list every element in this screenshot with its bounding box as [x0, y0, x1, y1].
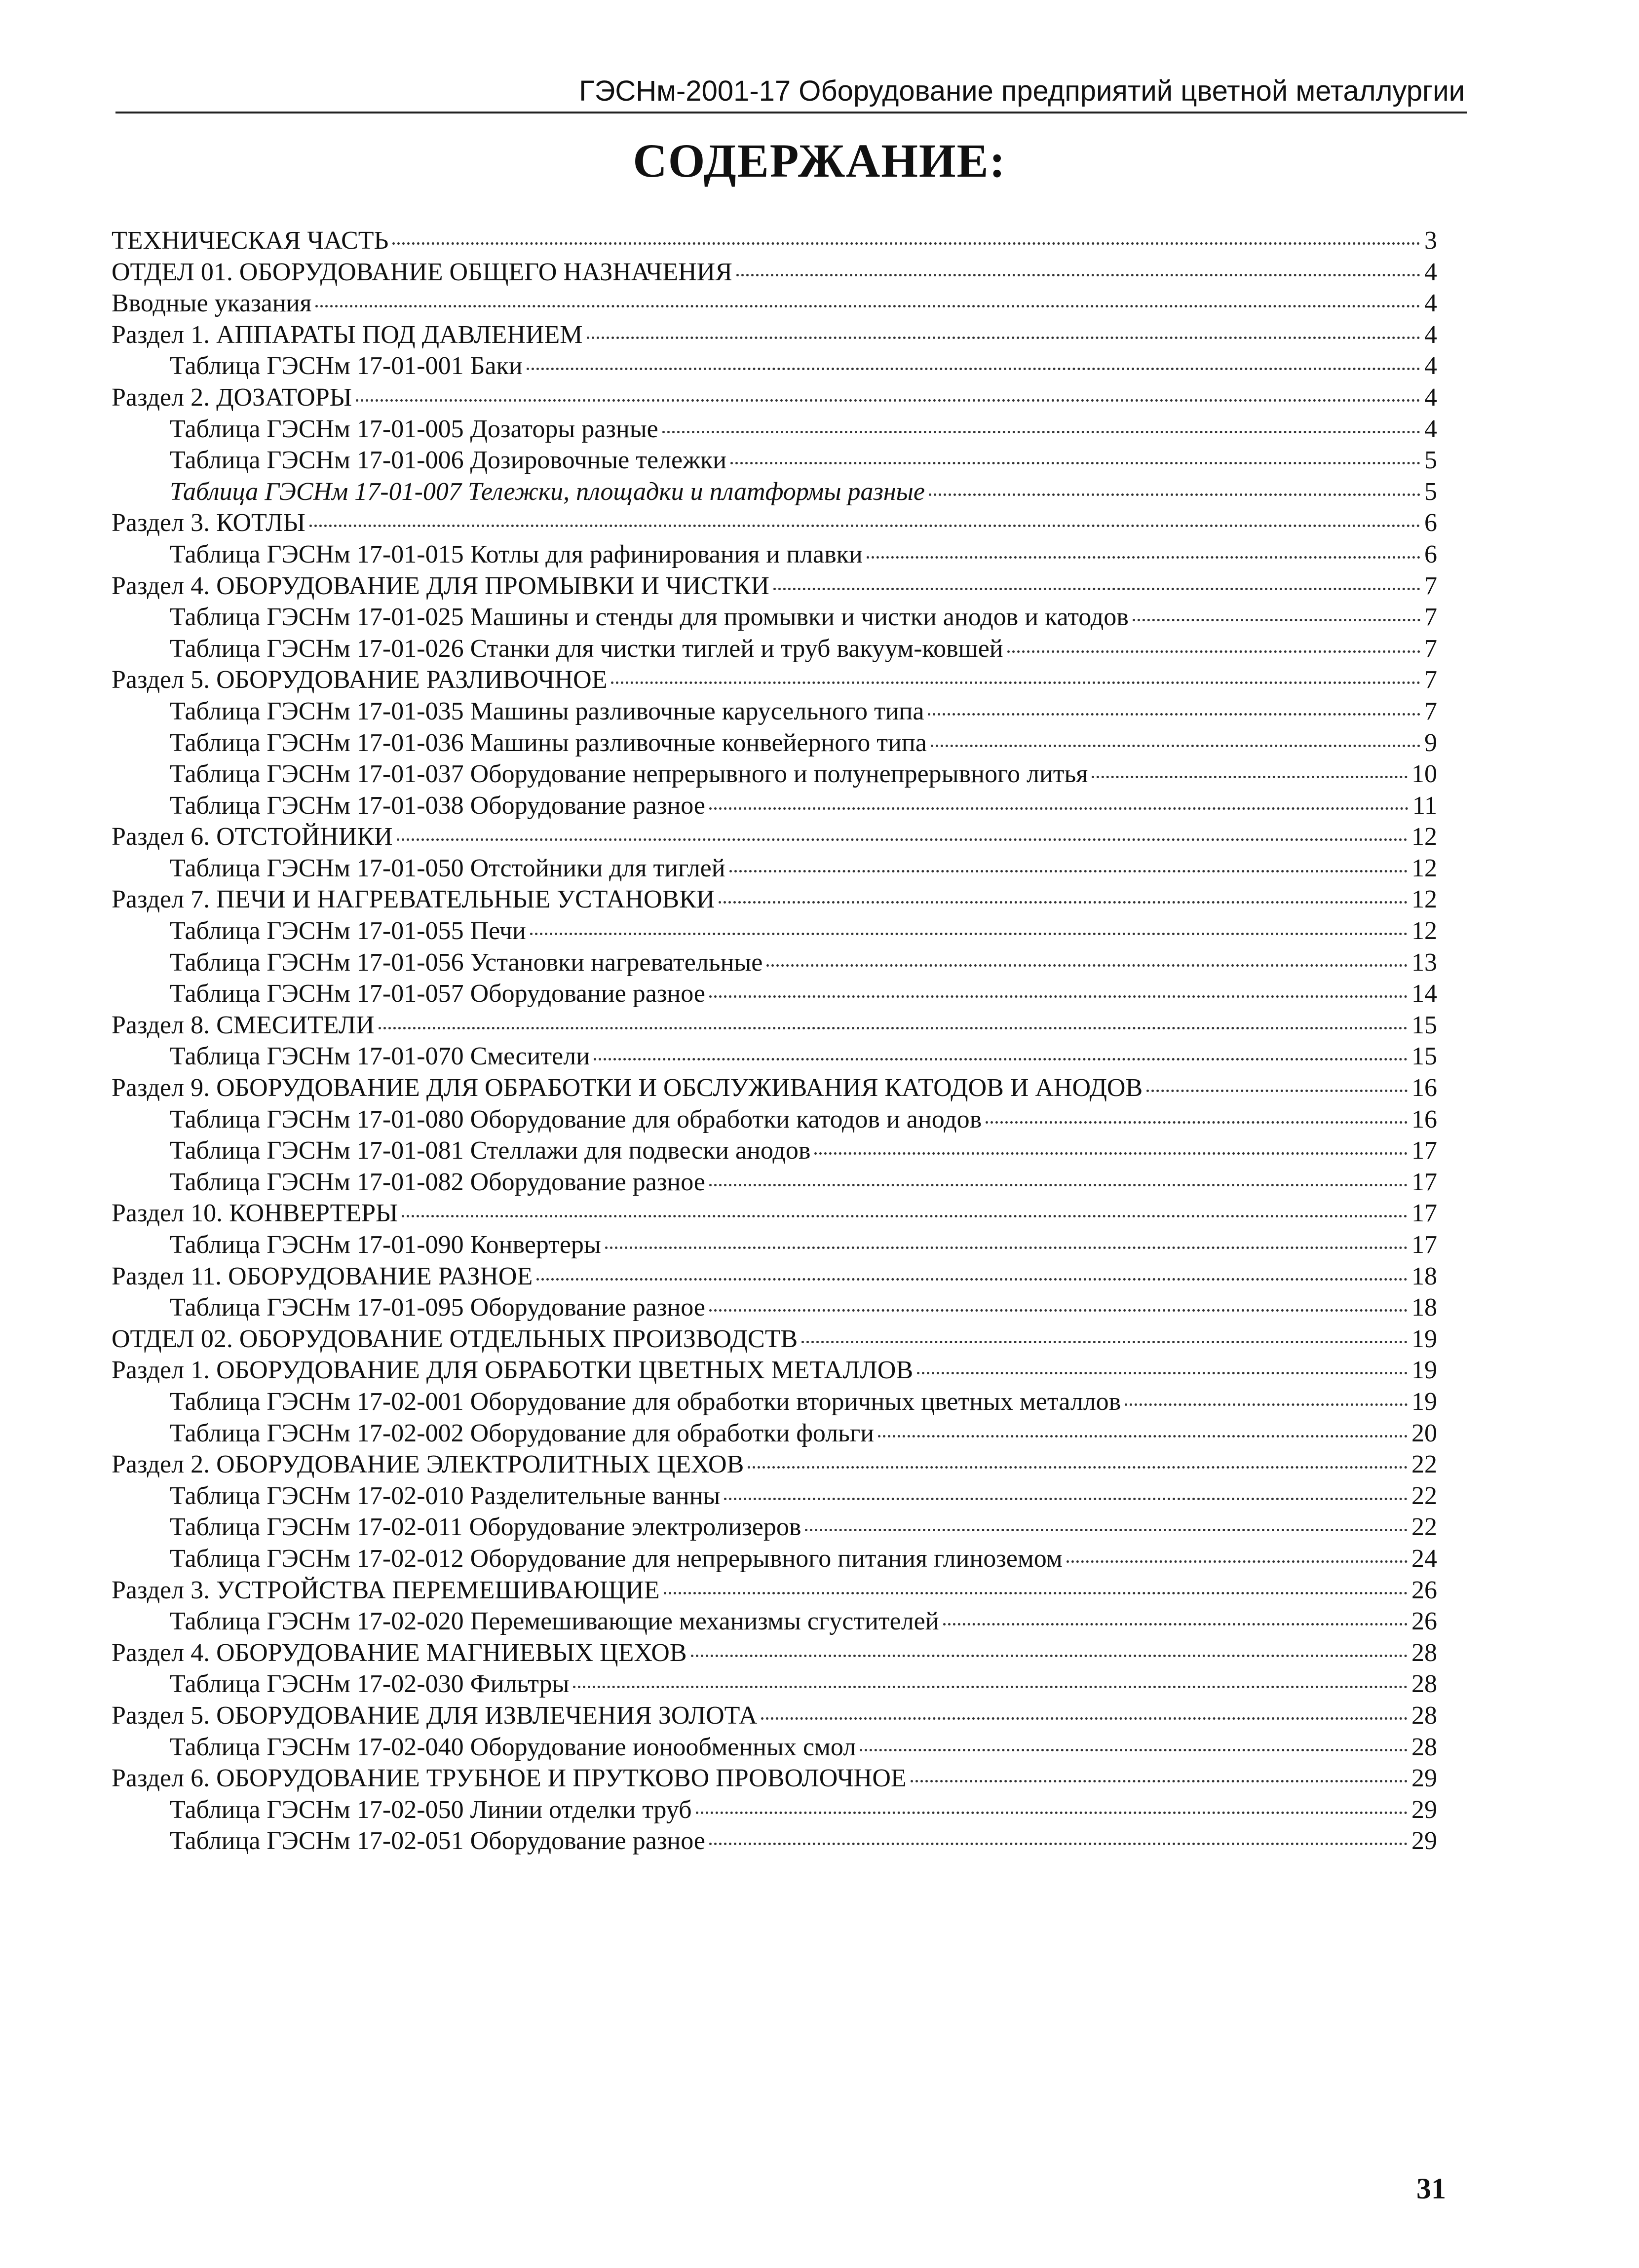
toc-entry-table[interactable]: [112, 1292, 1437, 1323]
toc-entry-page: 4: [1424, 289, 1437, 318]
toc-entry-title: Таблица ГЭСНм 17-02-020 Перемешивающие механизмы сгустителей: [170, 1607, 939, 1636]
toc-entry-table[interactable]: [112, 1386, 1437, 1418]
toc-entry-title: Таблица ГЭСНм 17-01-070 Смесители: [170, 1042, 590, 1071]
toc-entry-table[interactable]: [112, 1041, 1437, 1072]
toc-entry-section[interactable]: [112, 570, 1437, 602]
toc-entry-section[interactable]: [112, 1261, 1437, 1292]
dot-leader: [379, 1027, 1408, 1029]
dot-leader: [709, 1184, 1408, 1186]
toc-entry-page: 4: [1424, 352, 1437, 380]
toc-entry-page: 29: [1411, 1764, 1437, 1793]
dot-leader: [911, 1780, 1408, 1782]
toc-entry-page: 17: [1411, 1231, 1437, 1259]
dot-leader: [805, 1529, 1408, 1531]
toc-entry-page: 4: [1424, 320, 1437, 349]
dot-leader: [709, 1843, 1408, 1845]
dot-leader: [573, 1686, 1408, 1688]
toc-entry-title: Раздел 4. ОБОРУДОВАНИЕ ДЛЯ ПРОМЫВКИ И ЧИСТКИ: [112, 571, 769, 600]
dot-leader: [860, 1749, 1408, 1751]
toc-entry-title: Таблица ГЭСНм 17-02-030 Фильтры: [170, 1670, 570, 1699]
toc-entry-section[interactable]: [112, 884, 1437, 915]
toc-entry-title: Таблица ГЭСНм 17-02-051 Оборудование разное: [170, 1827, 705, 1855]
dot-leader: [931, 745, 1420, 747]
toc-entry-title: Раздел 1. ОБОРУДОВАНИЕ ДЛЯ ОБРАБОТКИ ЦВЕТНЫХ МЕТАЛЛОВ: [112, 1356, 914, 1385]
toc-entry-table[interactable]: [112, 1418, 1437, 1449]
toc-entry-table[interactable]: [112, 696, 1437, 727]
toc-entry-title: Таблица ГЭСНм 17-01-001 Баки: [170, 352, 523, 380]
dot-leader: [1125, 1403, 1408, 1406]
toc-entry-table[interactable]: [112, 350, 1437, 382]
dot-leader: [1092, 776, 1408, 778]
toc-entry-section[interactable]: [112, 1763, 1437, 1794]
toc-entry-section[interactable]: [112, 1010, 1437, 1041]
toc-entry-table[interactable]: [112, 727, 1437, 759]
toc-entry-page: 28: [1411, 1733, 1437, 1761]
toc-entry-page: 12: [1411, 885, 1437, 914]
dot-leader: [664, 1592, 1408, 1594]
toc-entry-title: Таблица ГЭСНм 17-01-015 Котлы для рафинирования и плавки: [170, 540, 863, 568]
toc-entry-table[interactable]: [112, 978, 1437, 1010]
toc-entry-page: 12: [1411, 854, 1437, 882]
toc-entry-title: Таблица ГЭСНм 17-02-050 Линии отделки труб: [170, 1795, 692, 1824]
toc-entry-title: Таблица ГЭСНм 17-01-005 Дозаторы разные: [170, 415, 658, 443]
dot-leader: [761, 1717, 1408, 1720]
toc-entry-page: 5: [1424, 446, 1437, 475]
toc-entry-page: 19: [1411, 1387, 1437, 1416]
toc-entry-table[interactable]: [112, 1825, 1437, 1857]
toc-entry-page: 13: [1411, 948, 1437, 977]
toc-entry-page: 22: [1411, 1513, 1437, 1542]
toc-entry-table[interactable]: [112, 1480, 1437, 1512]
dot-leader: [530, 933, 1408, 935]
toc-entry-page: 24: [1411, 1544, 1437, 1573]
toc-entry-title: Раздел 1. АППАРАТЫ ПОД ДАВЛЕНИЕМ: [112, 320, 583, 349]
dot-leader: [1007, 650, 1420, 653]
toc-entry-title: Раздел 5. ОБОРУДОВАНИЕ ДЛЯ ИЗВЛЕЧЕНИЯ ЗОЛОТА: [112, 1701, 758, 1730]
toc-entry-table[interactable]: [112, 947, 1437, 979]
toc-entry-table[interactable]: [112, 790, 1437, 822]
dot-leader: [709, 995, 1408, 998]
toc-entry-page: 28: [1411, 1701, 1437, 1730]
toc-entry-page: 26: [1411, 1576, 1437, 1604]
dot-leader: [709, 1309, 1408, 1312]
toc-entry-page: 3: [1424, 227, 1437, 255]
toc-entry-section[interactable]: [112, 1575, 1437, 1606]
toc-entry-title: Таблица ГЭСНм 17-02-001 Оборудование для обработки вторичных цветных металлов: [170, 1387, 1121, 1416]
toc-entry-section[interactable]: [112, 821, 1437, 853]
toc-entry-title: Таблица ГЭСНм 17-01-080 Оборудование для обработки катодов и анодов: [170, 1105, 982, 1134]
toc-entry-title: Таблица ГЭСНм 17-01-057 Оборудование разное: [170, 980, 705, 1008]
toc-entry-page: 9: [1424, 728, 1437, 757]
toc-entry-section[interactable]: [112, 1072, 1437, 1104]
toc-entry-page: 18: [1411, 1262, 1437, 1290]
toc-entry-title: Раздел 4. ОБОРУДОВАНИЕ МАГНИЕВЫХ ЦЕХОВ: [112, 1638, 687, 1667]
dot-leader: [729, 870, 1408, 872]
toc-entry-title: Раздел 2. ОБОРУДОВАНИЕ ЭЛЕКТРОЛИТНЫХ ЦЕХОВ: [112, 1450, 744, 1479]
toc-entry-page: 22: [1411, 1481, 1437, 1510]
toc-entry-table[interactable]: [112, 1794, 1437, 1826]
toc-entry-title: Таблица ГЭСНм 17-02-002 Оборудование для обработки фольги: [170, 1419, 875, 1447]
dot-leader: [392, 242, 1420, 245]
toc-entry-page: 19: [1411, 1324, 1437, 1353]
running-header: ГЭСНм-2001-17 Оборудование предприятий цветной металлургии: [579, 75, 1465, 107]
toc-entry-table[interactable]: [112, 1104, 1437, 1135]
dot-leader: [1133, 619, 1420, 621]
dot-leader: [1146, 1090, 1408, 1092]
dot-leader: [309, 525, 1420, 527]
toc-entry-page: 5: [1424, 477, 1437, 506]
table-of-contents: [112, 225, 1437, 1857]
toc-entry-title: Раздел 6. ОБОРУДОВАНИЕ ТРУБНОЕ И ПРУТКОВО ПРОВОЛОЧНОЕ: [112, 1764, 907, 1793]
toc-entry-page: 17: [1411, 1199, 1437, 1228]
toc-title: СОДЕРЖАНИЕ:: [633, 134, 1006, 187]
dot-leader: [594, 1058, 1408, 1060]
toc-entry-title: Раздел 7. ПЕЧИ И НАГРЕВАТЕЛЬНЫЕ УСТАНОВКИ: [112, 885, 715, 914]
toc-entry-title: Таблица ГЭСНм 17-01-007 Тележки, площадки и платформы разные: [170, 477, 925, 506]
dot-leader: [730, 462, 1420, 464]
dot-leader: [315, 305, 1420, 307]
dot-leader: [719, 901, 1408, 904]
toc-entry-page: 4: [1424, 258, 1437, 286]
toc-entry-page: 22: [1411, 1450, 1437, 1479]
toc-entry-title: Таблица ГЭСНм 17-01-006 Дозировочные тележки: [170, 446, 727, 475]
toc-entry-title: Раздел 10. КОНВЕРТЕРЫ: [112, 1199, 398, 1228]
toc-entry-table[interactable]: [112, 539, 1437, 570]
dot-leader: [397, 838, 1408, 841]
toc-entry-table[interactable]: [112, 602, 1437, 633]
toc-entry-table[interactable]: [112, 1229, 1437, 1261]
dot-leader: [986, 1121, 1408, 1124]
toc-entry-title: Таблица ГЭСНм 17-01-038 Оборудование разное: [170, 791, 705, 820]
toc-entry-table[interactable]: [112, 1732, 1437, 1763]
toc-entry-section[interactable]: [112, 382, 1437, 414]
toc-entry-table[interactable]: [112, 633, 1437, 665]
dot-leader: [1067, 1560, 1408, 1563]
dot-leader: [356, 399, 1420, 402]
dot-leader: [773, 588, 1420, 590]
toc-entry-table[interactable]: [112, 476, 1437, 508]
toc-entry-title: Таблица ГЭСНм 17-01-026 Станки для чистки тиглей и труб вакуум-ковшей: [170, 634, 1003, 663]
toc-entry-section[interactable]: [112, 1700, 1437, 1732]
header-rule: [115, 112, 1467, 113]
toc-entry-page: 26: [1411, 1607, 1437, 1636]
toc-entry-page: 15: [1411, 1011, 1437, 1039]
dot-leader: [724, 1498, 1408, 1500]
toc-entry-title: Раздел 9. ОБОРУДОВАНИЕ ДЛЯ ОБРАБОТКИ И ОБСЛУЖИВАНИЯ КАТОДОВ И АНОДОВ: [112, 1074, 1143, 1102]
toc-entry-table[interactable]: [112, 1543, 1437, 1575]
toc-entry-page: 28: [1411, 1638, 1437, 1667]
toc-entry-title: Раздел 2. ДОЗАТОРЫ: [112, 383, 352, 412]
toc-entry-page: 11: [1412, 791, 1437, 820]
toc-entry-title: Таблица ГЭСНм 17-02-040 Оборудование ионообменных смол: [170, 1733, 856, 1761]
toc-entry-section[interactable]: [112, 1198, 1437, 1229]
toc-entry-title: Таблица ГЭСНм 17-01-035 Машины разливочные карусельного типа: [170, 697, 924, 725]
toc-entry-title: Раздел 3. УСТРОЙСТВА ПЕРЕМЕШИВАЮЩИЕ: [112, 1576, 660, 1604]
dot-leader: [402, 1215, 1408, 1217]
dot-leader: [929, 493, 1420, 496]
toc-entry-page: 18: [1411, 1293, 1437, 1322]
toc-entry-section[interactable]: [112, 1449, 1437, 1480]
toc-entry-page: 14: [1411, 980, 1437, 1008]
toc-entry-page: 20: [1411, 1419, 1437, 1447]
toc-entry-page: 7: [1424, 697, 1437, 725]
toc-entry-page: 17: [1411, 1168, 1437, 1196]
toc-entry-page: 7: [1424, 603, 1437, 632]
toc-entry-section[interactable]: [112, 507, 1437, 539]
toc-entry-title: Таблица ГЭСНм 17-01-095 Оборудование разное: [170, 1293, 705, 1322]
toc-entry-title: Таблица ГЭСНм 17-01-050 Отстойники для тиглей: [170, 854, 725, 882]
toc-entry-table[interactable]: [112, 1668, 1437, 1700]
toc-entry-title: Таблица ГЭСНм 17-02-010 Разделительные ванны: [170, 1481, 721, 1510]
dot-leader: [709, 807, 1409, 810]
toc-entry-section[interactable]: [112, 288, 1437, 319]
toc-entry-title: ОТДЕЛ 02. ОБОРУДОВАНИЕ ОТДЕЛЬНЫХ ПРОИЗВОДСТВ: [112, 1324, 798, 1353]
toc-entry-page: 15: [1411, 1042, 1437, 1071]
toc-entry-title: Таблица ГЭСНм 17-01-036 Машины разливочные конвейерного типа: [170, 728, 927, 757]
toc-entry-table[interactable]: [112, 1135, 1437, 1167]
toc-entry-page: 12: [1411, 823, 1437, 851]
toc-entry-page: 7: [1424, 571, 1437, 600]
toc-entry-title: Таблица ГЭСНм 17-01-025 Машины и стенды для промывки и чистки анодов и катодов: [170, 603, 1129, 632]
toc-entry-title: Раздел 6. ОТСТОЙНИКИ: [112, 823, 393, 851]
toc-entry-page: 29: [1411, 1827, 1437, 1855]
toc-entry-section[interactable]: [112, 1355, 1437, 1386]
toc-entry-title: Таблица ГЭСНм 17-01-090 Конвертеры: [170, 1231, 601, 1259]
toc-entry-page: 28: [1411, 1670, 1437, 1699]
dot-leader: [917, 1372, 1408, 1374]
toc-entry-table[interactable]: [112, 445, 1437, 476]
dot-leader: [611, 681, 1420, 684]
toc-entry-table[interactable]: [112, 1512, 1437, 1543]
toc-entry-title: ТЕХНИЧЕСКАЯ ЧАСТЬ: [112, 227, 389, 255]
dot-leader: [943, 1623, 1408, 1625]
toc-entry-page: 7: [1424, 666, 1437, 694]
dot-leader: [766, 964, 1408, 967]
dot-leader: [587, 337, 1420, 339]
toc-entry-page: 17: [1411, 1136, 1437, 1165]
dot-leader: [867, 556, 1420, 559]
toc-entry-title: Таблица ГЭСНм 17-02-011 Оборудование электролизеров: [170, 1513, 801, 1542]
toc-entry-page: 10: [1411, 760, 1437, 789]
dot-leader: [605, 1247, 1408, 1249]
toc-entry-title: Таблица ГЭСНм 17-01-081 Стеллажи для подвески анодов: [170, 1136, 811, 1165]
toc-entry-page: 19: [1411, 1356, 1437, 1385]
toc-entry-page: 4: [1424, 383, 1437, 412]
toc-entry-page: 12: [1411, 917, 1437, 945]
toc-entry-title: ОТДЕЛ 01. ОБОРУДОВАНИЕ ОБЩЕГО НАЗНАЧЕНИЯ: [112, 258, 732, 286]
toc-entry-title: Таблица ГЭСНм 17-01-037 Оборудование непрерывного и полунепрерывного литья: [170, 760, 1088, 789]
toc-entry-section[interactable]: [112, 1637, 1437, 1669]
toc-entry-title: Раздел 5. ОБОРУДОВАНИЕ РАЗЛИВОЧНОЕ: [112, 666, 608, 694]
page-number: 31: [1416, 2172, 1446, 2205]
toc-entry-table[interactable]: [112, 1167, 1437, 1198]
toc-entry-page: 4: [1424, 415, 1437, 443]
dot-leader: [536, 1278, 1408, 1281]
toc-entry-page: 6: [1424, 509, 1437, 537]
dot-leader: [662, 431, 1420, 433]
toc-entry-table[interactable]: [112, 758, 1437, 790]
toc-entry-section[interactable]: [112, 1323, 1437, 1355]
dot-leader: [801, 1341, 1408, 1343]
toc-entry-title: Таблица ГЭСНм 17-01-055 Печи: [170, 917, 526, 945]
dot-leader: [736, 274, 1420, 276]
toc-entry-page: 29: [1411, 1795, 1437, 1824]
toc-entry-title: Вводные указания: [112, 289, 312, 318]
dot-leader: [696, 1812, 1408, 1814]
toc-entry-page: 16: [1411, 1074, 1437, 1102]
toc-entry-page: 7: [1424, 634, 1437, 663]
toc-entry-title: Таблица ГЭСНм 17-01-082 Оборудование разное: [170, 1168, 705, 1196]
toc-entry-page: 16: [1411, 1105, 1437, 1134]
toc-entry-title: Таблица ГЭСНм 17-01-056 Установки нагревательные: [170, 948, 763, 977]
toc-entry-section[interactable]: [112, 319, 1437, 351]
toc-entry-section[interactable]: [112, 664, 1437, 696]
toc-entry-section[interactable]: [112, 257, 1437, 288]
dot-leader: [928, 713, 1420, 716]
toc-entry-table[interactable]: [112, 1606, 1437, 1637]
toc-entry-title: Раздел 3. КОТЛЫ: [112, 509, 305, 537]
toc-entry-table[interactable]: [112, 414, 1437, 445]
toc-entry-section[interactable]: [112, 225, 1437, 257]
dot-leader: [878, 1435, 1408, 1437]
toc-entry-title: Таблица ГЭСНм 17-02-012 Оборудование для непрерывного питания глиноземом: [170, 1544, 1063, 1573]
toc-entry-table[interactable]: [112, 915, 1437, 947]
dot-leader: [814, 1152, 1408, 1155]
toc-entry-title: Раздел 11. ОБОРУДОВАНИЕ РАЗНОЕ: [112, 1262, 533, 1290]
toc-entry-table[interactable]: [112, 853, 1437, 884]
toc-entry-page: 6: [1424, 540, 1437, 568]
dot-leader: [527, 368, 1420, 370]
dot-leader: [691, 1655, 1408, 1657]
dot-leader: [748, 1466, 1408, 1469]
toc-entry-title: Раздел 8. СМЕСИТЕЛИ: [112, 1011, 375, 1039]
